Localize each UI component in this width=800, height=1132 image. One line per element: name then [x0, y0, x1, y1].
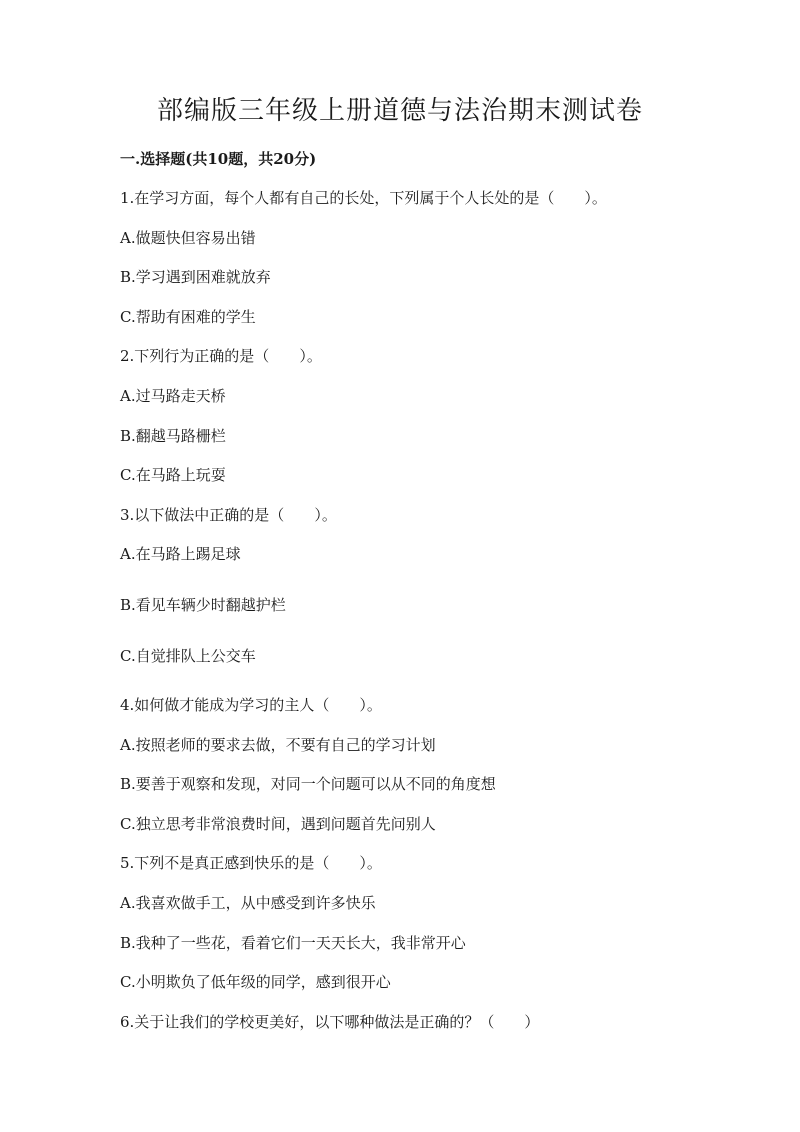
question-1-option-b: B.学习遇到困难就放弃: [120, 268, 271, 286]
question-5-option-c: C.小明欺负了低年级的同学，感到很开心: [120, 973, 391, 991]
question-6-stem: 6.关于让我们的学校更美好，以下哪种做法是正确的？（ ）: [120, 1013, 540, 1031]
question-3-option-b: B.看见车辆少时翻越护栏: [120, 596, 286, 614]
question-2-stem: 2.下列行为正确的是（ ）。: [120, 347, 322, 365]
question-5-option-a: A.我喜欢做手工，从中感受到许多快乐: [120, 894, 376, 912]
question-1-option-c: C.帮助有困难的学生: [120, 308, 256, 326]
question-5-stem: 5.下列不是真正感到快乐的是（ ）。: [120, 854, 382, 872]
question-2-option-a: A.过马路走天桥: [120, 387, 226, 405]
exam-title: 部编版三年级上册道德与法治期末测试卷: [156, 96, 643, 126]
question-4-option-a: A.按照老师的要求去做，不要有自己的学习计划: [120, 736, 436, 754]
question-3-option-c: C.自觉排队上公交车: [120, 647, 256, 665]
question-4-option-c: C.独立思考非常浪费时间，遇到问题首先问别人: [120, 815, 436, 833]
question-4-stem: 4.如何做才能成为学习的主人（ ）。: [120, 696, 382, 714]
question-1-option-a: A.做题快但容易出错: [120, 229, 256, 247]
question-3-option-a: A.在马路上踢足球: [120, 545, 241, 563]
section-heading: 一.选择题(共10题，共20分): [120, 150, 317, 168]
question-2-option-c: C.在马路上玩耍: [120, 466, 226, 484]
question-2-option-b: B.翻越马路栅栏: [120, 427, 226, 445]
question-3-stem: 3.以下做法中正确的是（ ）。: [120, 506, 337, 524]
question-5-option-b: B.我种了一些花，看着它们一天天长大，我非常开心: [120, 934, 466, 952]
question-4-option-b: B.要善于观察和发现，对同一个问题可以从不同的角度想: [120, 775, 496, 793]
question-1-stem: 1.在学习方面，每个人都有自己的长处，下列属于个人长处的是（ ）。: [120, 189, 607, 207]
